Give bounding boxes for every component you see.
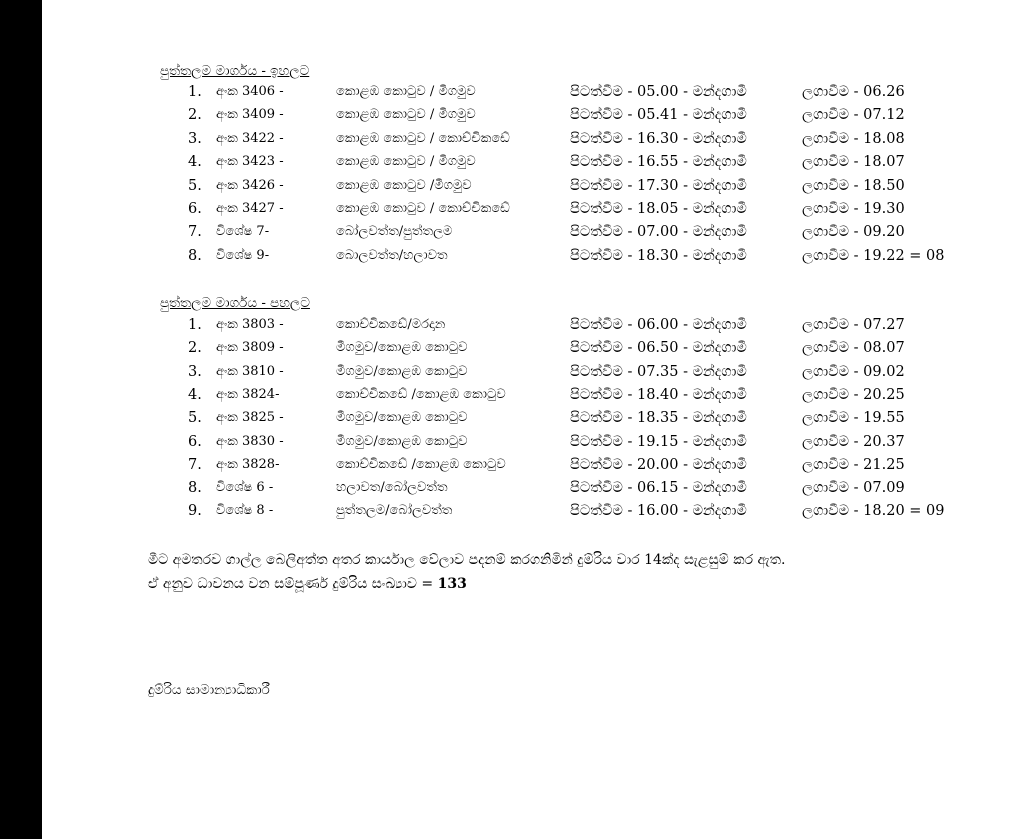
train-code: අංක 3828- (216, 456, 280, 472)
route-name: කොච්චිකඩේ /කොළඹ කොටුව (336, 386, 506, 402)
arrival-time: ලගාවීම - 18.07 (802, 154, 905, 171)
route-name: කොච්චිකඩේ/මරදාන (336, 317, 446, 332)
arrival-time: ලගාවීම - 18.08 (802, 130, 905, 147)
note-line-1: මීට අමතරව ගාල්ල බෙලිඅත්ත අතර කාර්යාල වේලාව පදනම් කරගනිමින් දුම්රිය වාර 14ක්ද සැළසුම් කර ඇත. (148, 552, 786, 568)
row-number: 2. (188, 107, 202, 124)
timetable-row (42, 248, 1032, 271)
route-name: කොළඹ කොටුව / මීගමුව (336, 154, 476, 170)
row-number: 6. (188, 433, 202, 450)
row-number: 2. (188, 340, 202, 357)
signature-title: දුම්රිය සාමාන්‍යාධිකාරී (148, 682, 270, 698)
arrival-time: ලගාවීම - 09.20 (802, 224, 905, 241)
row-number: 1. (188, 317, 202, 333)
departure-time: පිටත්වීම - 07.00 - මන්දගාමී (570, 224, 747, 241)
departure-time: පිටත්වීම - 20.00 - මන්දගාමී (570, 456, 747, 473)
row-number: 5. (188, 410, 202, 427)
departure-time: පිටත්වීම - 06.00 - මන්දගාමී (570, 317, 747, 333)
row-number: 6. (188, 201, 202, 217)
route-name: මීගමුව/කොළඹ කොටුව (336, 433, 468, 449)
route-name: කොළඹ කොටුව / කොච්චිකඩේ (336, 130, 510, 146)
row-number: 9. (188, 503, 202, 520)
route-name: කොළඹ කොටුව / මීගමුව (336, 107, 476, 123)
train-code: අංක 3426 - (216, 177, 284, 193)
departure-time: පිටත්වීම - 18.40 - මන්දගාමී (570, 386, 747, 403)
train-code: විශේෂ 8 - (216, 503, 274, 519)
train-code: අංක 3423 - (216, 154, 284, 170)
arrival-time: ලගාවීම - 08.07 (802, 340, 905, 357)
note-line-2 (148, 576, 467, 592)
train-code: අංක 3830 - (216, 433, 284, 449)
departure-time: පිටත්වීම - 18.30 - මන්දගාමී (570, 247, 747, 264)
departure-time: පිටත්වීම - 19.15 - මන්දගාමී (570, 433, 747, 450)
timetable-row (42, 317, 1032, 340)
arrival-time: ලගාවීම - 07.12 (802, 107, 905, 124)
train-code: අංක 3427 - (216, 201, 284, 216)
train-code: අංක 3803 - (216, 317, 284, 332)
arrival-time: ලගාවීම - 21.25 (802, 456, 905, 473)
row-number: 3. (188, 363, 202, 380)
train-code: අංක 3825 - (216, 410, 284, 426)
train-code: අංක 3406 - (216, 84, 284, 99)
departure-time: පිටත්වීම - 06.50 - මන්දගාමී (570, 340, 747, 357)
route-name: කොළඹ කොටුව / කොච්චිකඩේ (336, 201, 510, 216)
row-number: 8. (188, 247, 202, 264)
timetable-row (42, 364, 1032, 387)
route-name: බොලවත්ත/හලාවත (336, 247, 448, 263)
arrival-time: ලගාවීම - 18.20 = 09 (802, 503, 945, 520)
route-name: පුත්තලම/බෝලවත්ත (336, 503, 453, 519)
timetable-row (42, 410, 1032, 433)
departure-time: පිටත්වීම - 16.30 - මන්දගාමී (570, 130, 747, 147)
departure-time: පිටත්වීම - 06.15 - මන්දගාමී (570, 480, 747, 497)
arrival-time: ලගාවීම - 09.02 (802, 363, 905, 380)
arrival-time: ලගාවීම - 20.37 (802, 433, 905, 450)
route-name: හලාවත/බෝලවත්ත (336, 480, 448, 496)
departure-time: පිටත්වීම - 16.55 - මන්දගාමී (570, 154, 747, 171)
timetable-row (42, 480, 1032, 503)
timetable-row (42, 178, 1032, 201)
departure-time: පිටත්වීම - 05.00 - මන්දගාමී (570, 84, 747, 100)
route-name: කොළඹ කොටුව / මීගමුව (336, 84, 476, 99)
note-line-2-text: ඒ අනුව ධාවනය වන සම්පූර්ණ දුම්රිය සංඛ්‍යාව = (148, 576, 438, 592)
train-code: විශේෂ 7- (216, 224, 270, 240)
total-trains-count: 133 (437, 576, 467, 592)
row-number: 1. (188, 84, 202, 100)
timetable-row (42, 434, 1032, 457)
timetable-row (42, 201, 1032, 224)
timetable-row (42, 387, 1032, 410)
timetable-row (42, 107, 1032, 130)
timetable-row (42, 503, 1032, 526)
row-number: 5. (188, 177, 202, 194)
timetable-row (42, 84, 1032, 107)
timetable-row (42, 224, 1032, 247)
train-code: විශේෂ 6 - (216, 480, 274, 496)
departure-time: පිටත්වීම - 17.30 - මන්දගාමී (570, 177, 747, 194)
row-number: 7. (188, 456, 202, 473)
departure-time: පිටත්වීම - 16.00 - මන්දගාමී (570, 503, 747, 520)
arrival-time: ලගාවීම - 19.30 (802, 201, 905, 217)
train-code: විශේෂ 9- (216, 247, 270, 263)
row-number: 7. (188, 224, 202, 241)
route-name: බෝලවත්ත/පුත්තලම (336, 224, 453, 240)
document-page (42, 0, 1032, 839)
row-number: 3. (188, 130, 202, 147)
arrival-time: ලගාවීම - 19.55 (802, 410, 905, 427)
up-section-title: පුත්තලම මාර්ගය - ඉහලට (160, 63, 310, 79)
down-section-title: පුත්තලම මාර්ගය - පහලට (160, 295, 310, 311)
train-code: අංක 3809 - (216, 340, 284, 356)
arrival-time: ලගාවීම - 07.27 (802, 317, 905, 333)
train-code: අංක 3409 - (216, 107, 284, 123)
timetable-row (42, 340, 1032, 363)
route-name: කොච්චිකඩේ /කොළඹ කොටුව (336, 456, 506, 472)
arrival-time: ලගාවීම - 18.50 (802, 177, 905, 194)
route-name: මීගමුව/කොළඹ කොටුව (336, 340, 468, 356)
departure-time: පිටත්වීම - 18.05 - මන්දගාමී (570, 201, 747, 217)
arrival-time: ලගාවීම - 06.26 (802, 84, 905, 100)
row-number: 4. (188, 154, 202, 171)
train-code: අංක 3422 - (216, 130, 284, 146)
route-name: කොළඹ කොටුව /මීගමුව (336, 177, 472, 193)
arrival-time: ලගාවීම - 20.25 (802, 386, 905, 403)
row-number: 8. (188, 480, 202, 497)
route-name: මීගමුව/කොළඹ කොටුව (336, 410, 468, 426)
route-name: මීගමුව/කොළඹ කොටුව (336, 363, 468, 379)
timetable-row (42, 154, 1032, 177)
timetable-row (42, 457, 1032, 480)
row-number: 4. (188, 386, 202, 403)
arrival-time: ලගාවීම - 19.22 = 08 (802, 247, 945, 264)
timetable-row (42, 131, 1032, 154)
train-code: අංක 3810 - (216, 363, 284, 379)
departure-time: පිටත්වීම - 18.35 - මන්දගාමී (570, 410, 747, 427)
departure-time: පිටත්වීම - 07.35 - මන්දගාමී (570, 363, 747, 380)
departure-time: පිටත්වීම - 05.41 - මන්දගාමී (570, 107, 747, 124)
arrival-time: ලගාවීම - 07.09 (802, 480, 905, 497)
train-code: අංක 3824- (216, 386, 280, 402)
